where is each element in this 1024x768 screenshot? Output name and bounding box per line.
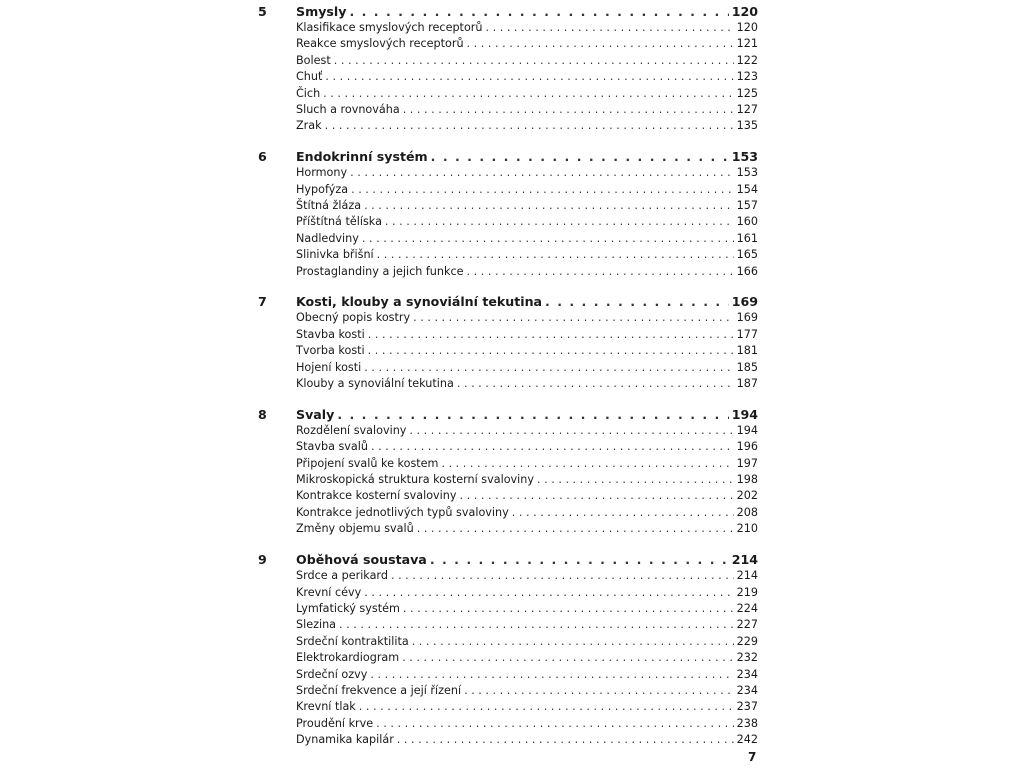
dot-leader (337, 406, 728, 423)
entry-page: 160 (736, 215, 758, 229)
toc-entry[interactable] (258, 585, 758, 601)
dot-leader (430, 551, 729, 568)
entry-page: 185 (736, 360, 758, 374)
entry-title: Rozdělení svaloviny (296, 423, 407, 437)
entry-title: Prostaglandiny a jejich funkce (296, 264, 464, 278)
entry-title: Hojení kosti (296, 360, 362, 374)
dot-leader (460, 488, 734, 504)
entry-page: 161 (736, 231, 758, 245)
dot-leader (351, 182, 734, 198)
entry-title: Hypofýza (296, 182, 349, 196)
toc-entry[interactable] (258, 732, 758, 748)
entry-page: 208 (736, 505, 758, 519)
chapter-number: 6 (258, 149, 267, 165)
dot-leader (537, 472, 734, 488)
entry-page: 157 (736, 199, 758, 213)
entry-page: 120 (736, 21, 758, 34)
toc-entry[interactable] (258, 488, 758, 504)
toc-entry[interactable] (258, 667, 758, 683)
entry-page: 123 (736, 70, 758, 84)
dot-leader (391, 568, 734, 584)
entry-page: 153 (736, 166, 758, 180)
dot-leader (441, 456, 733, 472)
entry-title: Chuť (296, 70, 323, 84)
chapter-number: 7 (258, 294, 267, 310)
dot-leader (402, 650, 733, 666)
dot-leader (467, 264, 734, 280)
chapter-title: Smysly (296, 4, 347, 19)
toc-entry[interactable] (258, 650, 758, 666)
entry-title: Lymfatický systém (296, 601, 400, 615)
toc-entry[interactable] (258, 439, 758, 455)
chapter-title: Kosti, klouby a synoviální tekutina (296, 294, 543, 310)
dot-leader (457, 376, 734, 392)
entry-title: Štítná žláza (296, 199, 362, 213)
entry-title: Slinivka břišní (296, 248, 374, 262)
chapter-number: 8 (258, 406, 267, 422)
toc-entry[interactable] (258, 601, 758, 617)
entry-page: 229 (736, 634, 758, 648)
toc-entry[interactable] (258, 182, 758, 198)
entry-page: 242 (736, 733, 758, 747)
entry-title: Srdeční frekvence a její řízení (296, 683, 462, 697)
toc-entry[interactable] (258, 231, 758, 247)
entry-page: 187 (736, 377, 758, 391)
dot-leader (370, 667, 733, 683)
entry-title: Změny objemu svalů (296, 522, 414, 536)
toc-entry[interactable] (258, 617, 758, 633)
dot-leader (385, 214, 734, 230)
chapter-heading[interactable] (258, 406, 758, 423)
toc-chapter (258, 551, 758, 748)
entry-page: 238 (736, 716, 758, 730)
dot-leader (349, 3, 728, 20)
entry-page: 198 (736, 473, 758, 487)
toc-chapter (258, 3, 758, 135)
entry-title: Bolest (296, 53, 331, 67)
toc-entry[interactable] (258, 521, 758, 537)
entry-title: Kontrakce jednotlivých typů svaloviny (296, 505, 509, 519)
dot-leader (359, 699, 734, 715)
chapter-heading[interactable] (258, 551, 758, 568)
toc-entry[interactable] (258, 327, 758, 343)
entry-page: 194 (736, 423, 758, 437)
chapter-page: 214 (731, 552, 758, 568)
entry-page: 214 (736, 569, 758, 583)
entry-page: 202 (736, 489, 758, 503)
entry-title: Zrak (296, 119, 322, 133)
entry-title: Elektrokardiogram (296, 651, 400, 665)
dot-leader (362, 231, 734, 247)
chapter-title: Oběhová soustava (296, 552, 427, 568)
entry-title: Krevní cévy (296, 585, 362, 599)
chapter-number: 5 (258, 4, 267, 19)
entry-title: Čich (296, 86, 321, 100)
entry-title: Srdce a perikard (296, 569, 388, 583)
entry-page: 210 (736, 522, 758, 536)
toc-entry[interactable] (258, 102, 758, 118)
entry-page: 232 (736, 651, 758, 665)
dot-leader (364, 360, 733, 376)
chapter-heading[interactable] (258, 3, 758, 20)
toc-entry[interactable] (258, 568, 758, 584)
entry-page: 224 (736, 601, 758, 615)
toc-entry[interactable] (258, 699, 758, 715)
chapter-heading[interactable] (258, 148, 758, 165)
dot-leader (409, 423, 733, 439)
entry-title: Srdeční kontraktilita (296, 634, 409, 648)
dot-leader (397, 732, 734, 748)
dot-leader (417, 521, 734, 537)
entry-title: Sluch a rovnováha (296, 102, 400, 116)
dot-leader (403, 601, 734, 617)
dot-leader (413, 310, 734, 326)
entry-title: Srdeční ozvy (296, 667, 368, 681)
dot-leader (485, 20, 733, 36)
chapter-page: 120 (731, 4, 758, 19)
entry-title: Klouby a synoviální tekutina (296, 377, 454, 391)
entry-page: 181 (736, 344, 758, 358)
entry-page: 125 (736, 86, 758, 100)
entry-title: Stavba kosti (296, 327, 365, 341)
toc-entry[interactable] (258, 456, 758, 472)
entry-page: 177 (736, 327, 758, 341)
dot-leader (412, 634, 734, 650)
toc-entry[interactable] (258, 69, 758, 85)
toc-entry[interactable] (258, 214, 758, 230)
chapter-heading[interactable] (258, 293, 758, 310)
dot-leader (376, 716, 733, 732)
entry-title: Tvorba kosti (296, 344, 365, 358)
entry-title: Mikroskopická struktura kosterní svaloviny (296, 473, 534, 487)
entry-page: 219 (736, 585, 758, 599)
dot-leader (364, 585, 733, 601)
entry-page: 237 (736, 700, 758, 714)
entry-page: 169 (736, 311, 758, 325)
dot-leader (368, 327, 734, 343)
dot-leader (323, 86, 733, 102)
toc-entry[interactable] (258, 36, 758, 52)
toc-entry[interactable] (258, 360, 758, 376)
dot-leader (377, 247, 734, 263)
entry-title: Stavba svalů (296, 440, 368, 454)
toc-entry[interactable] (258, 310, 758, 326)
toc-entry[interactable] (258, 343, 758, 359)
entry-page: 197 (736, 456, 758, 470)
dot-leader (339, 617, 734, 633)
dot-leader (467, 36, 734, 52)
entry-page: 234 (736, 667, 758, 681)
chapter-page: 194 (731, 406, 758, 422)
toc-chapter (258, 148, 758, 280)
entry-title: Připojení svalů ke kostem (296, 456, 439, 470)
entry-title: Kontrakce kosterní svaloviny (296, 489, 457, 503)
dot-leader (350, 165, 734, 181)
dot-leader (431, 148, 729, 165)
entry-title: Nadledviny (296, 231, 359, 245)
chapter-title: Endokrinní systém (296, 149, 428, 165)
entry-page: 227 (736, 618, 758, 632)
page-number: 7 (748, 750, 757, 764)
entry-title: Příštítná tělíska (296, 215, 382, 229)
entry-title: Proudění krve (296, 716, 374, 730)
toc-entry[interactable] (258, 53, 758, 69)
entry-title: Hormony (296, 166, 348, 180)
chapter-page: 153 (731, 149, 758, 165)
entry-page: 196 (736, 440, 758, 454)
chapter-number: 9 (258, 552, 267, 568)
entry-page: 127 (736, 102, 758, 116)
toc-entry[interactable] (258, 376, 758, 392)
entry-title: Klasifikace smyslových receptorů (296, 21, 483, 34)
toc-chapter (258, 293, 758, 392)
chapter-title: Svaly (296, 406, 335, 422)
dot-leader (334, 53, 734, 69)
entry-page: 154 (736, 182, 758, 196)
dot-leader (368, 343, 734, 359)
toc-entry[interactable] (258, 247, 758, 263)
entry-page: 165 (736, 248, 758, 262)
toc-chapter (258, 406, 758, 538)
toc-entry[interactable] (258, 683, 758, 699)
entry-page: 135 (736, 119, 758, 133)
dot-leader (371, 439, 734, 455)
dot-leader (403, 102, 734, 118)
entry-page: 166 (736, 264, 758, 278)
entry-title: Slezina (296, 618, 337, 632)
entry-page: 122 (736, 53, 758, 67)
entry-title: Krevní tlak (296, 700, 356, 714)
table-of-contents (258, 3, 758, 762)
dot-leader (464, 683, 734, 699)
entry-title: Reakce smyslových receptorů (296, 37, 464, 51)
dot-leader (325, 118, 734, 134)
dot-leader (512, 505, 734, 521)
chapter-page: 169 (731, 294, 758, 310)
dot-leader (364, 198, 734, 214)
entry-page: 121 (736, 37, 758, 51)
toc-entry[interactable] (258, 198, 758, 214)
toc-entry[interactable] (258, 505, 758, 521)
toc-entry[interactable] (258, 264, 758, 280)
toc-entry[interactable] (258, 118, 758, 134)
toc-entry[interactable] (258, 634, 758, 650)
dot-leader (325, 69, 733, 85)
toc-entry[interactable] (258, 20, 758, 36)
entry-title: Dynamika kapilár (296, 733, 394, 747)
entry-title: Obecný popis kostry (296, 311, 411, 325)
toc-entry[interactable] (258, 716, 758, 732)
entry-page: 234 (736, 683, 758, 697)
toc-entry[interactable] (258, 472, 758, 488)
toc-entry[interactable] (258, 423, 758, 439)
toc-entry[interactable] (258, 165, 758, 181)
toc-entry[interactable] (258, 86, 758, 102)
dot-leader (545, 293, 729, 310)
